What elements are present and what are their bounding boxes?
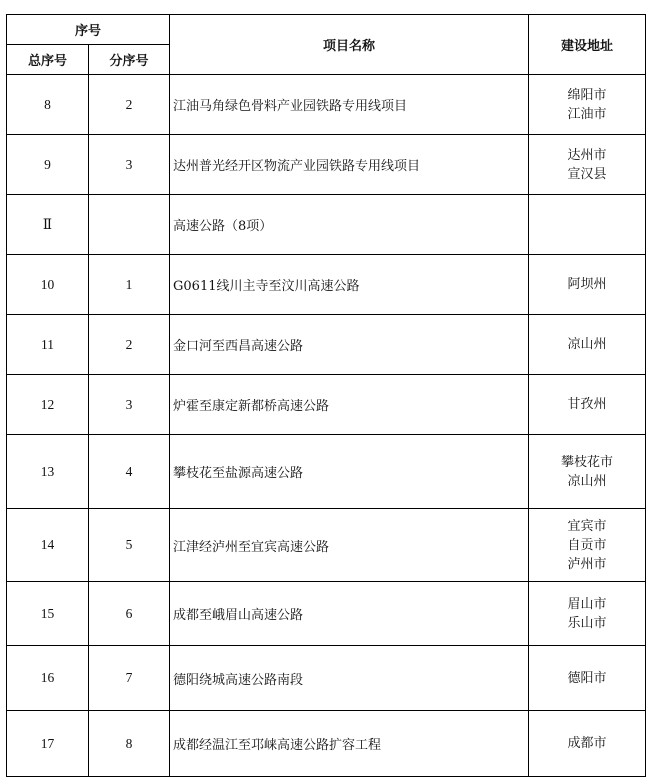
location-line: 德阳市: [567, 670, 607, 686]
location-line: 泸州市: [567, 556, 607, 572]
location-line: 宜宾市: [567, 518, 607, 534]
total-seq-cell: 11: [7, 315, 89, 375]
project-name-cell: 金口河至西昌高速公路: [170, 315, 529, 375]
location-line: 宣汉县: [567, 166, 607, 182]
location-line: 甘孜州: [567, 397, 607, 412]
location-cell: [529, 509, 646, 582]
project-name-cell: 江油马角绿色骨料产业园铁路专用线项目: [170, 75, 529, 135]
sub-seq-cell: 3: [89, 375, 170, 435]
location-line: 眉山市: [567, 596, 607, 612]
table-body: [7, 75, 646, 777]
project-name-cell: 成都经温江至邛崃高速公路扩容工程: [170, 711, 529, 777]
project-name-cell: 高速公路（8项）: [170, 195, 529, 255]
table-row: [7, 135, 646, 195]
sub-seq-cell: 8: [89, 711, 170, 777]
total-seq-cell: 15: [7, 582, 89, 646]
header-project-name: 项目名称: [170, 15, 529, 75]
header-seq-group: 序号: [7, 15, 170, 45]
table-row: [7, 75, 646, 135]
location-line: 阿坝州: [567, 277, 607, 292]
sub-seq-cell: [89, 195, 170, 255]
table-row: [7, 375, 646, 435]
project-table: [6, 14, 646, 777]
sub-seq-cell: 7: [89, 646, 170, 711]
location-cell: [529, 75, 646, 135]
project-name-cell: 达州普光经开区物流产业园铁路专用线项目: [170, 135, 529, 195]
location-line: 自贡市: [567, 537, 607, 553]
sub-seq-cell: 5: [89, 509, 170, 582]
location-cell: [529, 375, 646, 435]
table-row: [7, 509, 646, 582]
location-line: 达州市: [567, 147, 607, 163]
total-seq-cell: Ⅱ: [7, 195, 89, 255]
total-seq-cell: 17: [7, 711, 89, 777]
location-line: 攀枝花市: [561, 454, 614, 470]
sub-seq-cell: 2: [89, 315, 170, 375]
location-line: 乐山市: [567, 615, 607, 631]
project-name-cell: G0611线川主寺至汶川高速公路: [170, 255, 529, 315]
location-cell: [529, 315, 646, 375]
table-row: [7, 646, 646, 711]
project-name-cell: 攀枝花至盐源高速公路: [170, 435, 529, 509]
sub-seq-cell: 6: [89, 582, 170, 646]
total-seq-cell: 12: [7, 375, 89, 435]
project-name-cell: 炉霍至康定新都桥高速公路: [170, 375, 529, 435]
location-cell: [529, 711, 646, 777]
sub-seq-cell: 1: [89, 255, 170, 315]
table-row: [7, 435, 646, 509]
total-seq-cell: 13: [7, 435, 89, 509]
location-cell: [529, 135, 646, 195]
sub-seq-cell: 3: [89, 135, 170, 195]
header-total-seq: 总序号: [7, 45, 89, 75]
location-cell: [529, 582, 646, 646]
total-seq-cell: 10: [7, 255, 89, 315]
location-cell: [529, 195, 646, 255]
total-seq-cell: 8: [7, 75, 89, 135]
location-line: 凉山州: [567, 473, 607, 489]
header-sub-seq: 分序号: [89, 45, 170, 75]
table-row: [7, 195, 646, 255]
location-cell: [529, 435, 646, 509]
total-seq-cell: 16: [7, 646, 89, 711]
location-line: 成都市: [567, 736, 607, 751]
total-seq-cell: 14: [7, 509, 89, 582]
table-row: [7, 711, 646, 777]
project-name-cell: 成都至峨眉山高速公路: [170, 582, 529, 646]
location-cell: [529, 255, 646, 315]
location-line: 凉山州: [567, 337, 607, 352]
sub-seq-cell: 2: [89, 75, 170, 135]
sub-seq-cell: 4: [89, 435, 170, 509]
total-seq-cell: 9: [7, 135, 89, 195]
table-row: [7, 255, 646, 315]
location-line: 江油市: [567, 106, 607, 122]
table-row: [7, 582, 646, 646]
project-name-cell: 德阳绕城高速公路南段: [170, 646, 529, 711]
location-line: 绵阳市: [567, 87, 607, 103]
table-row: [7, 315, 646, 375]
location-cell: [529, 646, 646, 711]
header-location: 建设地址: [529, 15, 646, 75]
project-name-cell: 江津经泸州至宜宾高速公路: [170, 509, 529, 582]
